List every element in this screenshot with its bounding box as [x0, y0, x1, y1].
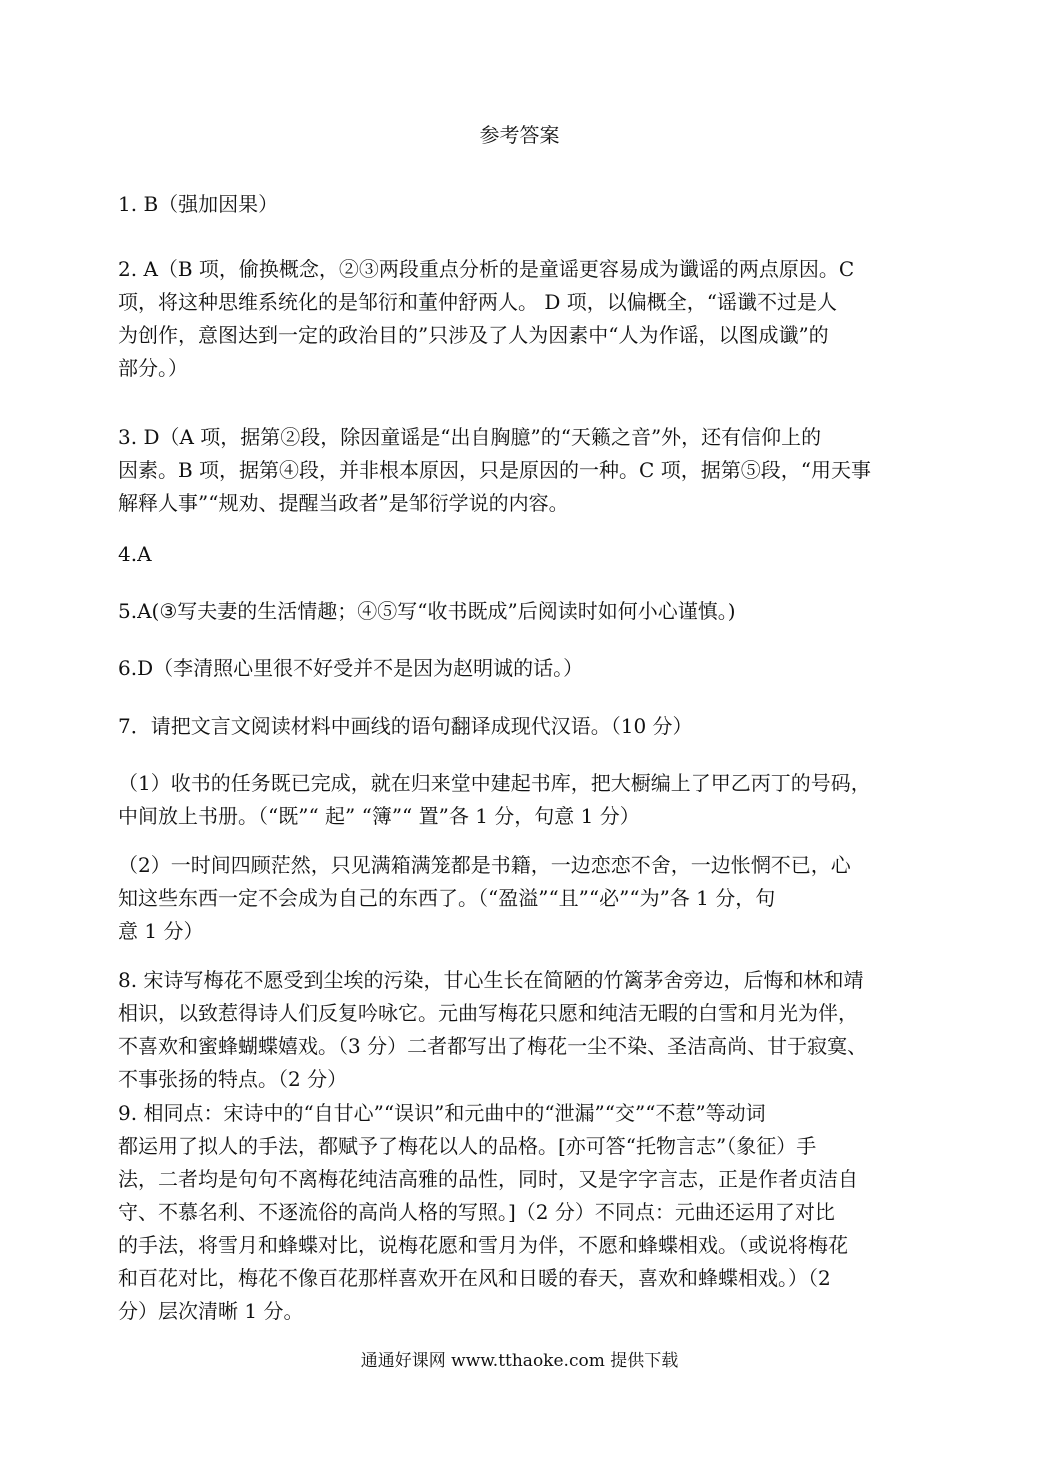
- answer-line: 2. A（B 项，偷换概念，②③两段重点分析的是童谣更容易成为谶谣的两点原因。C: [118, 257, 855, 281]
- answer-7: [118, 710, 926, 743]
- answer-1: [118, 188, 926, 221]
- answer-line: 的手法，将雪月和蜂蝶对比，说梅花愿和雪月为伴，不愿和蜂蝶相戏。（或说将梅花: [118, 1233, 848, 1257]
- answer-line: 不喜欢和蜜蜂蝴蝶嬉戏。（3 分）二者都写出了梅花一尘不染、圣洁高尚、甘于寂寞、: [118, 1034, 868, 1058]
- answer-line: 守、不慕名利、不逐流俗的高尚人格的写照。]（2 分）不同点：元曲还运用了对比: [118, 1200, 835, 1224]
- answer-line: 6.D（李清照心里很不好受并不是因为赵明诚的话。）: [118, 656, 584, 680]
- answer-line: 相识，以致惹得诗人们反复吟咏它。元曲写梅花只愿和纯洁无暇的白雪和月光为伴，: [118, 1001, 858, 1025]
- answer-2: [118, 253, 926, 385]
- answer-line: 3. D（A 项，据第②段，除因童谣是“出自胸臆”的“天籁之音”外，还有信仰上的: [118, 425, 822, 449]
- answer-line: 中间放上书册。（“既”“ 起” “簿”“ 置”各 1 分，句意 1 分）: [118, 804, 640, 828]
- answer-line: 4.A: [118, 542, 152, 566]
- answer-line: 和百花对比，梅花不像百花那样喜欢开在风和日暖的春天，喜欢和蜂蝶相戏。）（2: [118, 1266, 831, 1290]
- answer-line: 5.A(③写夫妻的生活情趣；④⑤写“收书既成”后阅读时如何小心谨慎。): [118, 599, 736, 623]
- answer-line: 不事张扬的特点。（2 分）: [118, 1067, 348, 1091]
- answer-5: [118, 595, 926, 628]
- answer-4: [118, 538, 926, 571]
- answer-7-1: [118, 767, 926, 833]
- answer-line: 8. 宋诗写梅花不愿受到尘埃的污染，甘心生长在简陋的竹篱茅舍旁边，后悔和林和靖: [118, 968, 864, 992]
- answer-line: 部分。）: [118, 356, 188, 380]
- answer-6: [118, 652, 926, 685]
- answer-line: 意 1 分）: [118, 919, 204, 943]
- answer-7-2: [118, 849, 926, 948]
- answer-line: 7．请把文言文阅读材料中画线的语句翻译成现代汉语。（10 分）: [118, 714, 693, 738]
- answer-line: 因素。B 项，据第④段，并非根本原因，只是原因的一种。C 项，据第⑤段，“用天事: [118, 458, 871, 482]
- answer-line: 都运用了拟人的手法，都赋予了梅花以人的品格。[亦可答“托物言志”（象征）手: [118, 1134, 817, 1158]
- answer-line: 知这些东西一定不会成为自己的东西了。（“盈溢”“且”“必”“为”各 1 分，句: [118, 886, 776, 910]
- page-footer: 通通好课网 www.tthaoke.com 提供下载: [360, 1351, 679, 1371]
- answer-line: 项，将这种思维系统化的是邹衍和董仲舒两人。 D 项，以偏概全，“谣谶不过是人: [118, 290, 837, 314]
- answer-8: [118, 964, 926, 1096]
- answer-line: 9. 相同点：宋诗中的“自甘心”“误识”和元曲中的“泄漏”“交”“不惹”等动词: [118, 1101, 766, 1125]
- answer-line: 解释人事”“规劝、提醒当政者”是邹衍学说的内容。: [118, 491, 569, 515]
- page-title: 参考答案: [479, 123, 560, 147]
- answer-line: 分）层次清晰 1 分。: [118, 1299, 304, 1323]
- answer-line: （2）一时间四顾茫然，只见满箱满笼都是书籍，一边恋恋不舍，一边怅惘不已，心: [118, 853, 851, 877]
- answer-3: [118, 421, 926, 520]
- answer-line: 1. B（强加因果）: [118, 192, 279, 216]
- answer-line: 为创作，意图达到一定的政治目的”只涉及了人为因素中“人为作谣，以图成谶”的: [118, 323, 829, 347]
- answer-9: [118, 1097, 926, 1328]
- answer-line: 法，二者均是句句不离梅花纯洁高雅的品性，同时，又是字字言志，正是作者贞洁自: [118, 1167, 858, 1191]
- answer-line: （1）收书的任务既已完成，就在归来堂中建起书库，把大橱编上了甲乙丙丁的号码，: [118, 771, 871, 795]
